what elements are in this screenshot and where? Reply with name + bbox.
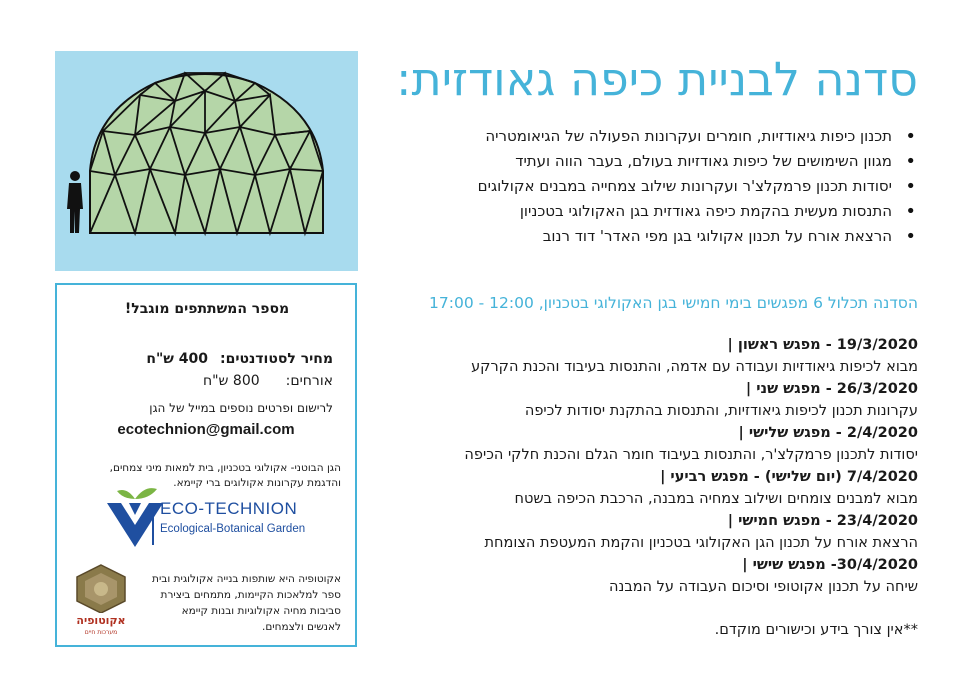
session-item xyxy=(398,422,918,466)
schedule xyxy=(398,334,918,598)
geodesic-dome-icon xyxy=(55,51,358,271)
session-description: שיחה על תכנון אקוטופי וסיכום העבודה על המבנה xyxy=(609,579,918,595)
footnote: **אין צורך בידע וכישורים מוקדם. xyxy=(714,622,918,638)
page-title: סדנה לבניית כיפה גאודזית: xyxy=(396,52,918,106)
session-description: יסודות לתכנון פרמקלצ'ר, והתנסות בעיבוד חומר הגלם והכנת חלקי הכיפה xyxy=(464,447,918,463)
list-item: • תכנון כיפות גיאודזיות, חומרים ועקרונות הפעולה של הגיאומטריה xyxy=(378,124,918,149)
session-description: מבוא למבנים צומחים ושילוב צמחיה במבנה, הרכבת הכיפה בשטח xyxy=(514,491,918,507)
list-item: • מגוון השימושים של כיפות גאודזיות בעולם, בעבר הווה ועתיד xyxy=(378,149,918,174)
session-item xyxy=(398,466,918,510)
ecotopia-description: אקוטופיה היא שותפות בנייה אקולוגית ובית ספר למלאכות הקיימות, מתמחים ביצירת סביבות מחיה אקולוגיות ובנות קיימא לאנשים ולצמחים. xyxy=(152,573,341,633)
session-item xyxy=(398,378,918,422)
session-description: הרצאת אורח על תכנון הגן האקולוגי בטכניון והקמת המעטפת הצומחת xyxy=(484,535,918,551)
session-title: 2/4/2020 - מפגש שלישי | xyxy=(738,425,918,441)
session-item xyxy=(398,334,918,378)
schedule-headline: הסדנה תכלול 6 מפגשים בימי חמישי בגן האקולוגי בטכניון, 12:00 - 17:00 xyxy=(429,294,918,312)
ecotopia-tagline: מערכות חיים xyxy=(84,629,118,636)
list-item: • התנסות מעשית בהקמת כיפה גאודזית בגן האקולוגי בטכניון xyxy=(378,199,918,224)
eco-technion-emblem-icon xyxy=(105,485,165,549)
list-item: • יסודות תכנון פרמקלצ'ר ועקרונות שילוב צמחייה במבנים אקולוגים xyxy=(378,174,918,199)
session-title: 7/4/2020 (יום שלישי) - מפגש רביעי | xyxy=(660,469,918,485)
session-title: 26/3/2020 - מפגש שני | xyxy=(745,381,918,397)
info-box xyxy=(55,283,357,647)
session-title: 19/3/2020 - מפגש ראשון | xyxy=(727,337,918,353)
registration-text: לרישום ופרטים נוספים במייל של הגן xyxy=(149,401,333,415)
session-item xyxy=(398,510,918,554)
student-price-row xyxy=(77,351,333,367)
guest-price-value: 800 ש"ח xyxy=(202,373,260,389)
eco-technion-name: ECO-TECHNION xyxy=(160,499,298,518)
limited-participants: מספר המשתתפים מוגבל! xyxy=(124,301,290,317)
session-item xyxy=(398,554,918,598)
email-link[interactable]: ecotechnion@gmail.com xyxy=(117,421,295,438)
garden-description: הגן הבוטני- אקולוגי בטכניון, בית למאות מיני צמחים, והדגמת עקרונות אקולוגים ברי קיימא. xyxy=(109,462,341,489)
guest-price-row xyxy=(77,373,333,389)
guest-price-label: אורחים: xyxy=(285,373,333,389)
topics-list xyxy=(378,124,918,249)
list-item: • הרצאת אורח על תכנון אקולוגי בגן מפי האדר' דוד רנוב xyxy=(378,224,918,249)
eco-technion-subtitle: Ecological-Botanical Garden xyxy=(160,523,306,535)
session-title: 23/4/2020 - מפגש חמישי | xyxy=(727,513,918,529)
session-description: מבוא לכיפות גיאודזיות ועבודה עם אדמה, והתנסות בעיבוד והכנת הקרקע xyxy=(471,359,918,375)
student-price-label: מחיר לסטודנטים: xyxy=(219,351,333,367)
ecotopia-name: אקוטופיה xyxy=(76,614,126,627)
dome-illustration xyxy=(55,51,358,271)
session-description: עקרונות תכנון לכיפות גיאודזיות, והתנסות בהתקנת יסודות לכיפה xyxy=(524,403,918,419)
student-price-value: 400 ש"ח xyxy=(146,351,208,367)
session-title: 30/4/2020- מפגש שישי | xyxy=(742,557,918,573)
ecotopia-hexagon-icon xyxy=(73,563,129,613)
